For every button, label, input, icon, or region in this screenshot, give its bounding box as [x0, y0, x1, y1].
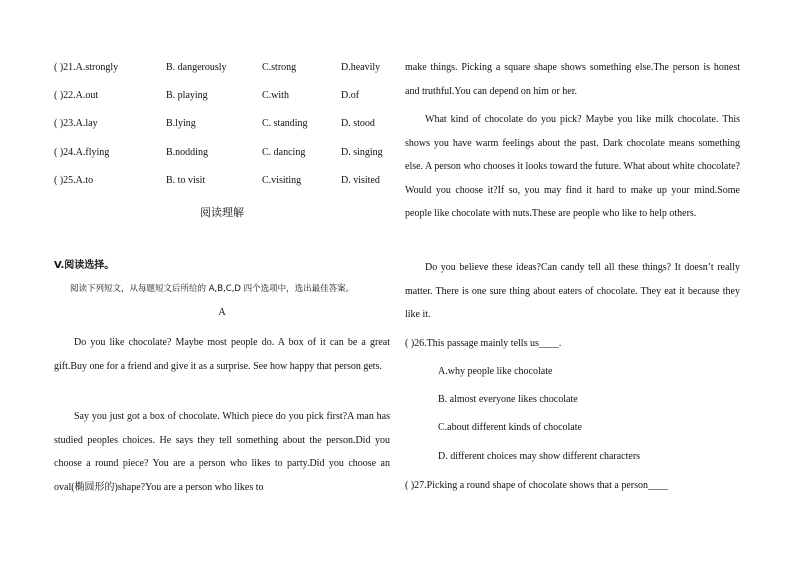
option-b: B.nodding — [166, 147, 208, 158]
option-c: C.with — [262, 90, 289, 101]
option-b: B. to visit — [166, 175, 206, 186]
option-d: D. stood — [341, 118, 375, 129]
question-24: ( )24.A.flying — [54, 147, 110, 158]
question-26-choice-b: B. almost everyone likes chocolate — [438, 394, 578, 405]
option-c: C.strong — [262, 62, 297, 73]
question-22: ( )22.A.out — [54, 90, 99, 101]
paragraph: What kind of chocolate do you pick? Maybe you like milk chocolate. This shows you have warm feelings about the past. Dark chocolate means something else. A person who chooses it looks toward the future. What about white chocolate? Would you choose it?If so, you may find it hard to make up your mind.Some people like chocolate with nuts.These are people who like to help others. — [405, 114, 740, 219]
option-d: D.heavily — [341, 62, 381, 73]
paragraph: Do you like chocolate? Maybe most people do. A box of it can be a great gift.Buy one for a friend and give it as a surprise. See how happy that person gets. — [54, 337, 390, 372]
question-27-stem: ( )27.Picking a round shape of chocolate shows that a person____ — [405, 480, 668, 491]
option-b: B. playing — [166, 90, 208, 101]
paragraph: Do you believe these ideas?Can candy tell all these things? It doesn’t really matter. There is one sure thing about eaters of chocolate. They eat it because they like it. — [405, 262, 740, 320]
question-26-stem: ( )26.This passage mainly tells us____. — [405, 338, 562, 349]
question-25: ( )25.A.to — [54, 175, 94, 186]
paragraph: Say you just got a box of chocolate. Which piece do you pick first?A man has studied peoples choices. He says they tell something about the person.Did you choose a round piece? You are a person who likes to party.Did you choose an oval(椭圆形的)shape?You are a person who likes to — [54, 411, 390, 493]
paragraph: make things. Picking a square shape shows something else.The person is honest and truthful.You can depend on him or her. — [405, 62, 740, 97]
option-c: C.visiting — [262, 175, 302, 186]
cloze-option-row-24 — [54, 147, 390, 165]
section-label: V.阅读选择。 — [54, 260, 115, 271]
cloze-option-row-25 — [54, 175, 390, 193]
question-23: ( )23.A.lay — [54, 118, 98, 129]
option-d: D.of — [341, 90, 360, 101]
option-d: D. singing — [341, 147, 383, 158]
option-d: D. visited — [341, 175, 380, 186]
option-c: C. standing — [262, 118, 308, 129]
passage-title: A — [218, 307, 226, 318]
option-b: B. dangerously — [166, 62, 227, 73]
question-26-choice-d: D. different choices may show different characters — [438, 451, 641, 462]
question-26-choice-a: A.why people like chocolate — [438, 366, 553, 377]
option-b: B.lying — [166, 118, 196, 129]
question-21: ( )21.A.strongly — [54, 62, 119, 73]
question-26-choice-c: C.about different kinds of chocolate — [438, 422, 582, 433]
cloze-option-row-23 — [54, 118, 390, 136]
option-c: C. dancing — [262, 147, 306, 158]
cloze-option-row-22 — [54, 90, 390, 108]
section-heading: 阅读理解 — [200, 207, 244, 219]
cloze-option-row-21 — [54, 62, 390, 80]
instructions: 阅读下列短文，从每题短文后所给的 A,B,C,D 四个选项中，选出最佳答案。 — [70, 284, 355, 294]
